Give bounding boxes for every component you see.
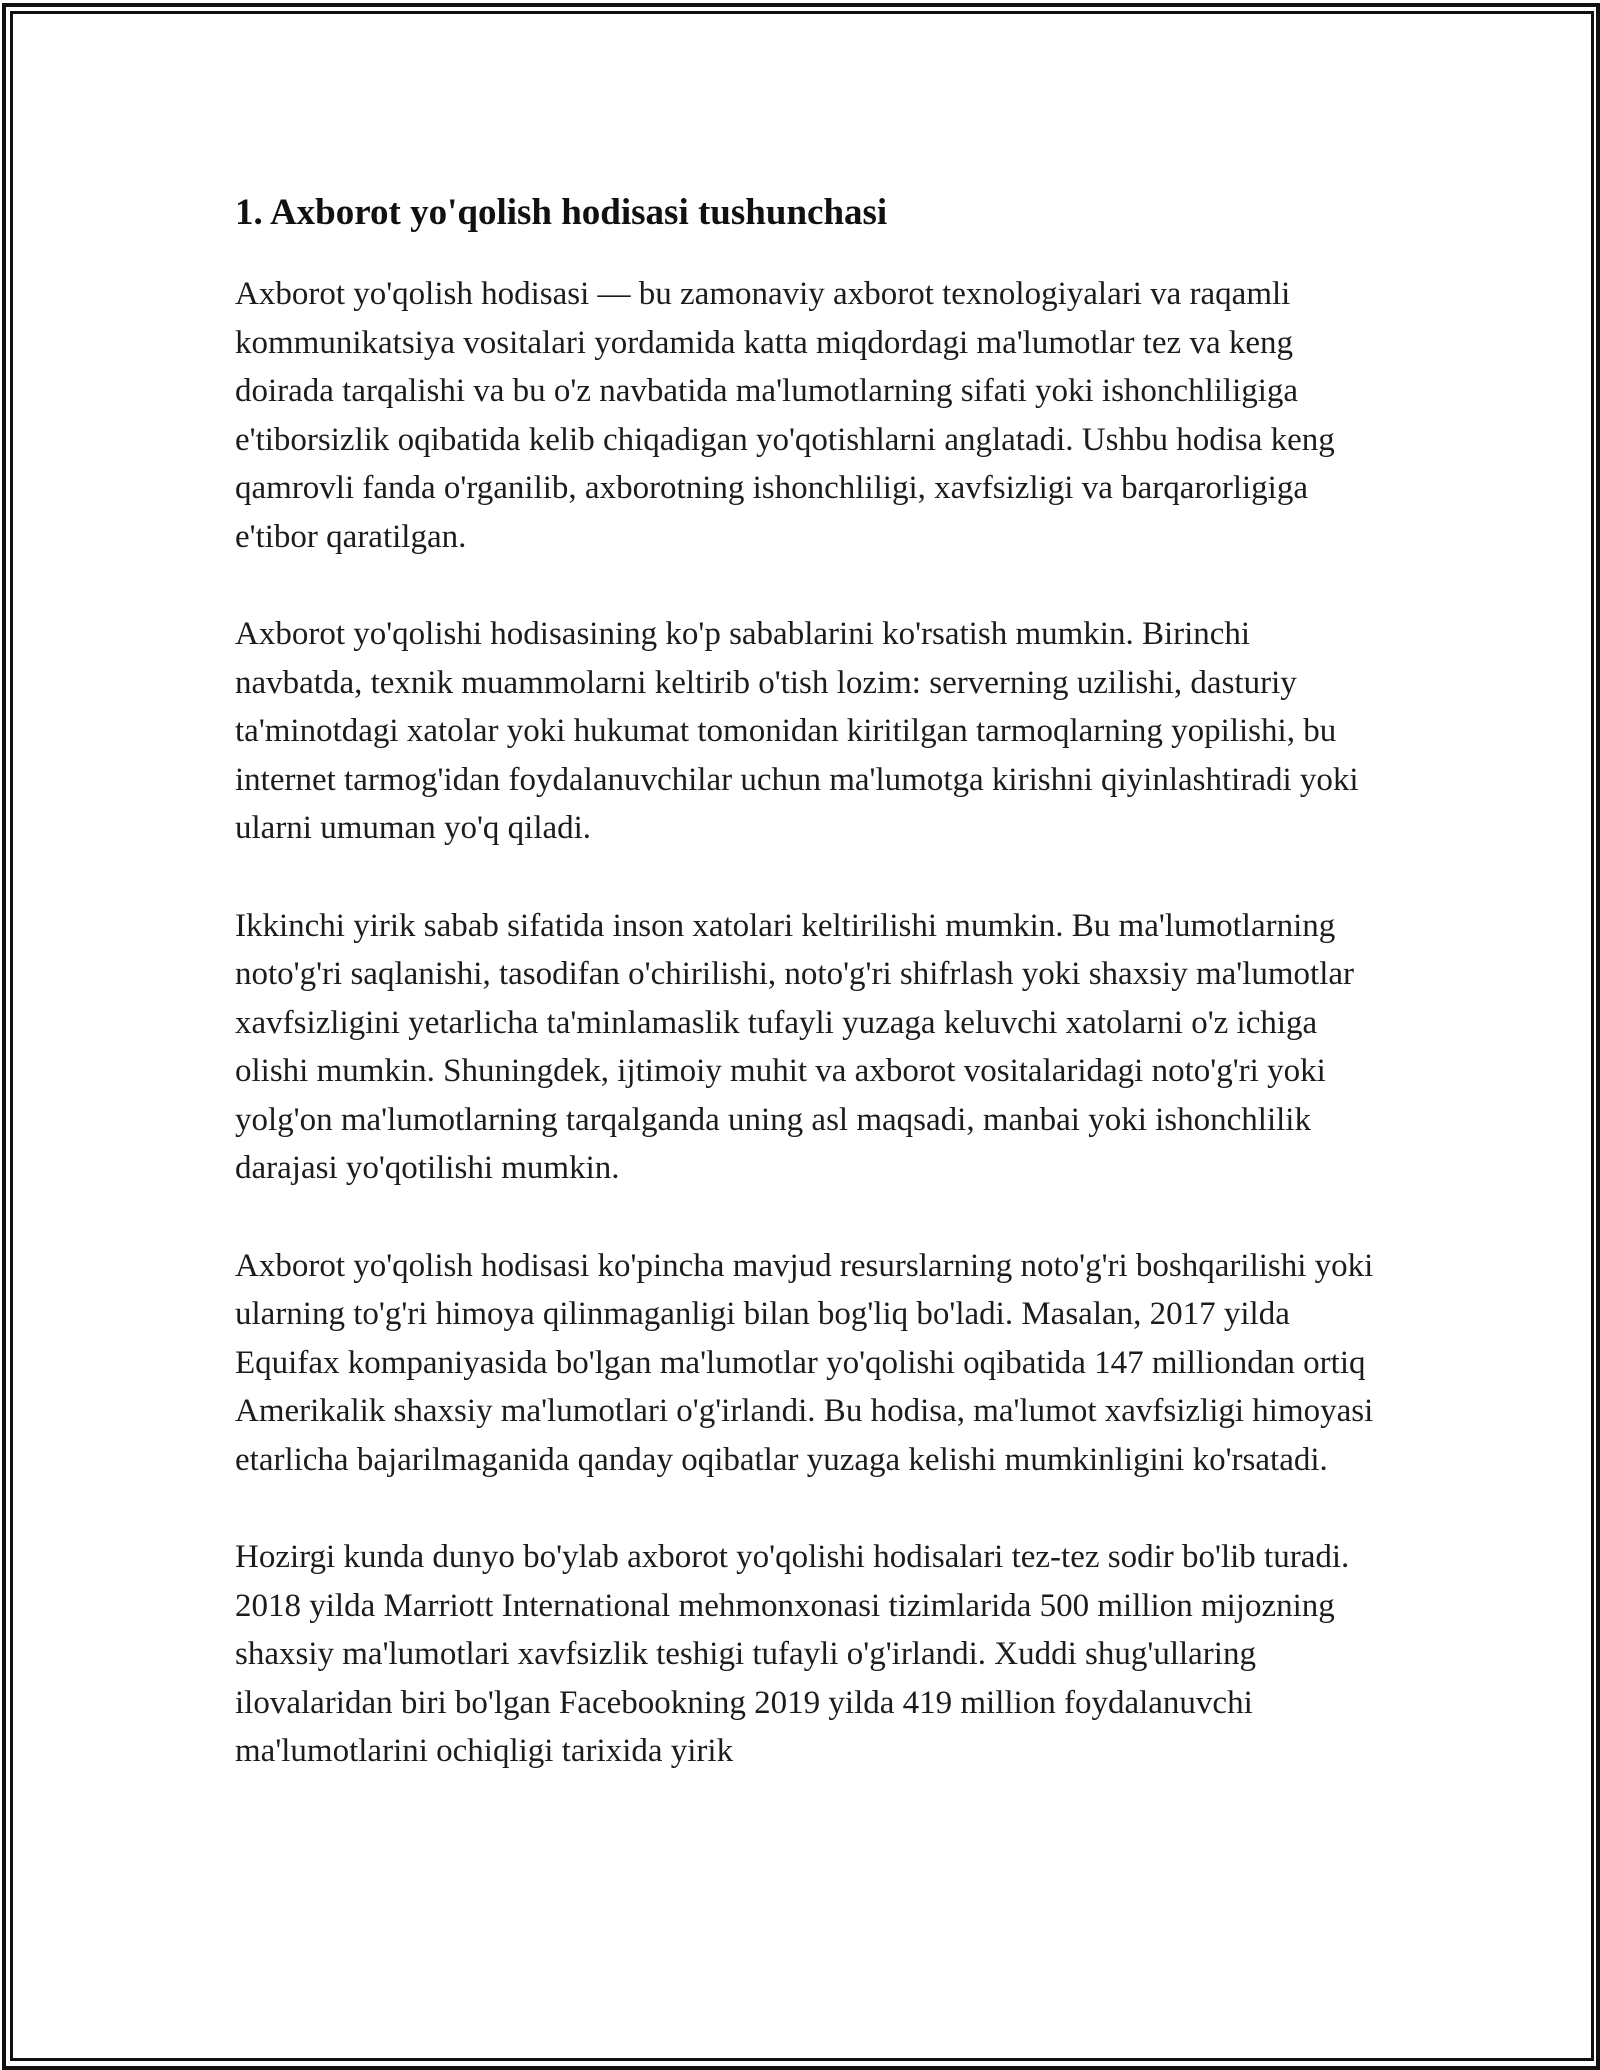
paragraph-3: Ikkinchi yirik sabab sifatida inson xatolari keltirilishi mumkin. Bu ma'lumotlarning noto'g'ri saqlanishi, tasodifan o'chirilishi, noto'g'ri shifrlash yoki shaxsiy ma'lumotlar xavfsizligini yetarlicha ta'minlamaslik tufayli yuzaga keluvchi xatolarni o'z ichiga olishi mumkin. Shuningdek, ijtimoiy muhit va axborot vositalaridagi noto'g'ri yoki yolg'on ma'lumotlarning tarqalganda uning asl maqsadi, manbai yoki ishonchlilik darajasi yo'qotilishi mumkin.: [235, 907, 1355, 1186]
section-heading: 1. Axborot yo'qolish hodisasi tushunchasi: [235, 192, 888, 233]
paragraph-1: Axborot yo'qolish hodisasi — bu zamonaviy axborot texnologiyalari va raqamli kommunikatsiya vositalari yordamida katta miqdordagi ma'lumotlar tez va keng doirada tarqalishi va bu o'z navbatida ma'lumotlarning sifati yoki ishonchliligiga e'tiborsizlik oqibatida kelib chiqadigan yo'qotishlarni anglatadi. Ushbu hodisa keng qamrovli fanda o'rganilib, axborotning ishonchliligi, xavfsizligi va barqarorligiga e'tibor qaratilgan.: [235, 276, 1335, 555]
document-body: [235, 186, 1375, 1825]
paragraph-2: Axborot yo'qolishi hodisasining ko'p sabablarini ko'rsatish mumkin. Birinchi navbatda, texnik muammolarni keltirib o'tish lozim: serverning uzilishi, dasturiy ta'minotdagi xatolar yoki hukumat tomonidan kiritilgan tarmoqlarning yopilishi, bu internet tarmog'idan foydalanuvchilar uchun ma'lumotga kirishni qiyinlashtiradi yoki ularni umuman yo'q qiladi.: [235, 616, 1359, 846]
paragraph-4: Axborot yo'qolish hodisasi ko'pincha mavjud resurslarning noto'g'ri boshqarilishi yoki ularning to'g'ri himoya qilinmaganligi bilan bog'liq bo'ladi. Masalan, 2017 yilda Equifax kompaniyasida bo'lgan ma'lumotlar yo'qolishi oqibatida 147 milliondan ortiq Amerikalik shaxsiy ma'lumotlari o'g'irlandi. Bu hodisa, ma'lumot xavfsizligi himoyasi etarlicha bajarilmaganida qanday oqibatlar yuzaga kelishi mumkinligini ko'rsatadi.: [235, 1247, 1374, 1478]
paragraph-5: Hozirgi kunda dunyo bo'ylab axborot yo'qolishi hodisalari tez-tez sodir bo'lib turadi. 2018 yilda Marriott International mehmonxonasi tizimlarida 500 million mijozning shaxsiy ma'lumotlari xavfsizlik teshigi tufayli o'g'irlandi. Xuddi shug'ullaring ilovalaridan biri bo'lgan Facebookning 2019 yilda 419 million foydalanuvchi ma'lumotlarini ochiqligi tarixida yirik: [235, 1539, 1350, 1769]
